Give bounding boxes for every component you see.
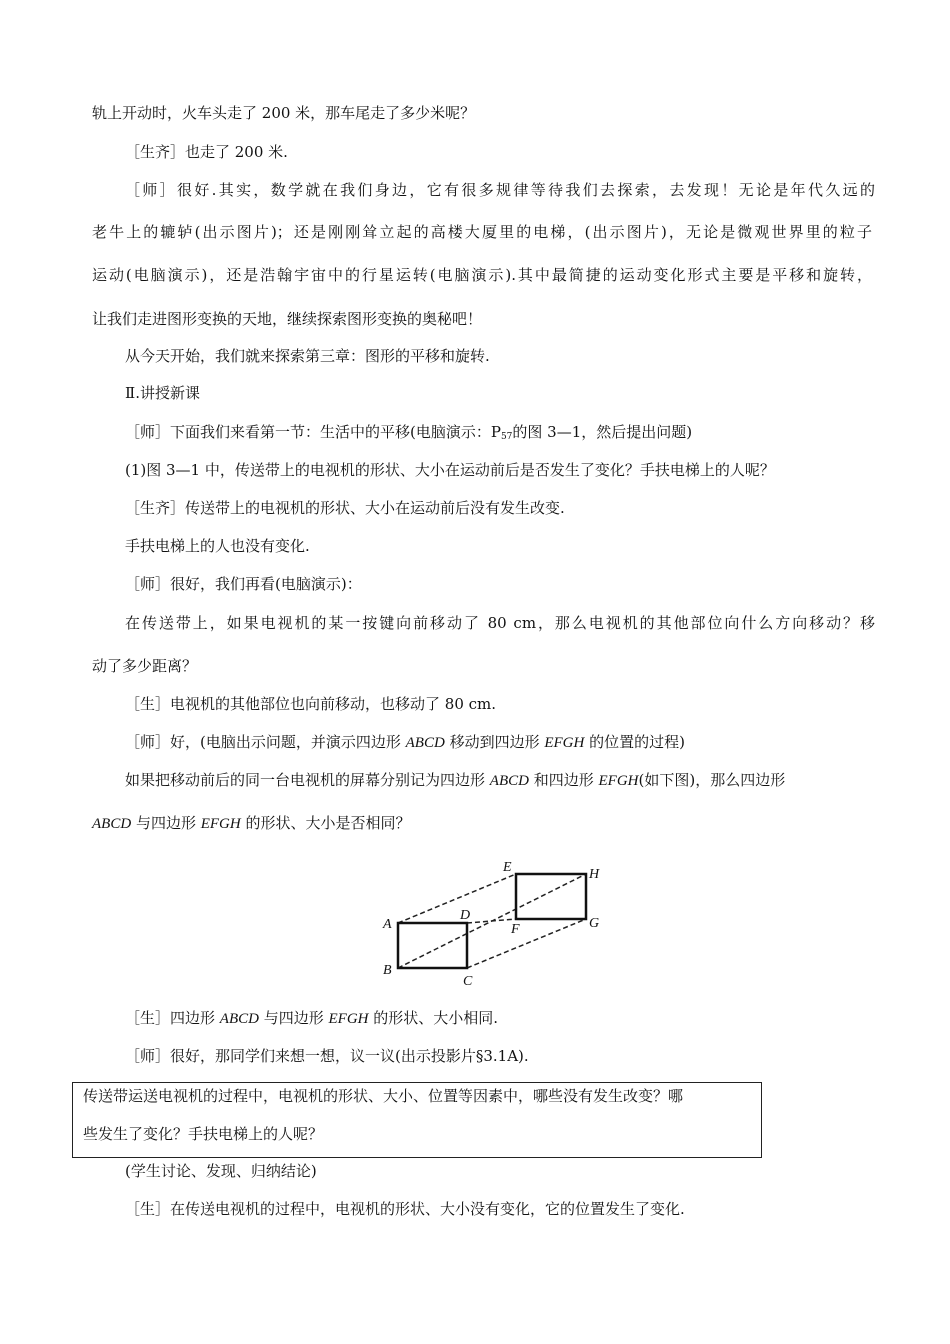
paragraph-line: ［师］好，(电脑出示问题，并演示四边形 ABCD 移动到四边形 EFGH 的位置的过程): [125, 733, 685, 751]
quadrilateral-efgh: [516, 874, 586, 919]
box-line: 些发生了变化？手扶电梯上的人呢？: [83, 1125, 324, 1143]
paragraph-line: ［师］很好，我们再看(电脑演示)：: [125, 575, 362, 593]
vertex-label-d: D: [460, 908, 471, 923]
dashed-line-cg: [467, 919, 586, 968]
vertex-label-g: G: [589, 916, 600, 931]
vertex-label-a: A: [383, 917, 392, 932]
paragraph-line: ［生］在传送电视机的过程中，电视机的形状、大小没有变化，它的位置发生了变化.: [125, 1200, 685, 1218]
paragraph-line: ［生齐］也走了 200 米.: [125, 143, 288, 161]
paragraph-line: (学生讨论、发现、归纳结论): [125, 1162, 317, 1180]
paragraph-line: 轨上开动时，火车头走了 200 米，那车尾走了多少米呢？: [92, 104, 476, 122]
paragraph-line: 运动(电脑演示)，还是浩翰宇宙中的行星运转(电脑演示).其中最简捷的运动变化形式主要是平移和旋转，: [92, 266, 872, 284]
paragraph-line: (1)图 3—1 中，传送带上的电视机的形状、大小在运动前后是否发生了变化？手扶电梯上的人呢？: [125, 461, 775, 479]
paragraph-line: 动了多少距离？: [92, 657, 198, 675]
paragraph-line: 手扶电梯上的人也没有变化.: [125, 537, 310, 555]
paragraph-line: ［师］很好.其实，数学就在我们身边，它有很多规律等待我们去探索，去发现！无论是年代久远的: [125, 181, 875, 199]
vertex-label-h: H: [589, 867, 600, 882]
paragraph-line: ［师］很好，那同学们来想一想，议一议(出示投影片§3.1A).: [125, 1047, 529, 1065]
paragraph-line: 如果把移动前后的同一台电视机的屏幕分别记为四边形 ABCD 和四边形 EFGH(如下图)，那么四边形: [125, 771, 786, 789]
paragraph-line: ［生］四边形 ABCD 与四边形 EFGH 的形状、大小相同.: [125, 1009, 499, 1027]
paragraph-line: ABCD 与四边形 EFGH 的形状、大小是否相同？: [92, 814, 411, 832]
box-line: 传送带运送电视机的过程中，电视机的形状、大小、位置等因素中，哪些没有发生改变？哪: [83, 1087, 684, 1105]
dashed-line-df: [467, 919, 516, 923]
paragraph-line: 让我们走进图形变换的天地，继续探索图形变换的奥秘吧！: [92, 310, 483, 328]
projection-box: [72, 1082, 762, 1158]
quadrilateral-abcd: [398, 923, 467, 968]
paragraph-line: 在传送带上，如果电视机的某一按键向前移动了 80 cm，那么电视机的其他部位向什么方向移动？移: [125, 614, 875, 632]
vertex-label-f: F: [511, 922, 520, 937]
vertex-label-c: C: [463, 974, 473, 988]
paragraph-line: ［生］电视机的其他部位也向前移动，也移动了 80 cm.: [125, 695, 497, 713]
paragraph-line: 老牛上的辘轳(出示图片)；还是刚刚耸立起的高楼大厦里的电梯，(出示图片)，无论是微观世界里的粒子: [92, 223, 872, 241]
vertex-label-b: B: [383, 963, 392, 978]
vertex-label-e: E: [503, 860, 512, 875]
section-heading: Ⅱ.讲授新课: [125, 384, 200, 402]
paragraph-line: 从今天开始，我们就来探索第三章：图形的平移和旋转.: [125, 347, 490, 365]
paragraph-line: ［师］下面我们来看第一节：生活中的平移(电脑演示：$P_{57}$的图 3—1，然后提出问题): [125, 423, 693, 442]
translation-figure: [372, 852, 612, 988]
dashed-line-ae: [398, 874, 516, 923]
paragraph-line: ［生齐］传送带上的电视机的形状、大小在运动前后没有发生改变.: [125, 499, 565, 517]
